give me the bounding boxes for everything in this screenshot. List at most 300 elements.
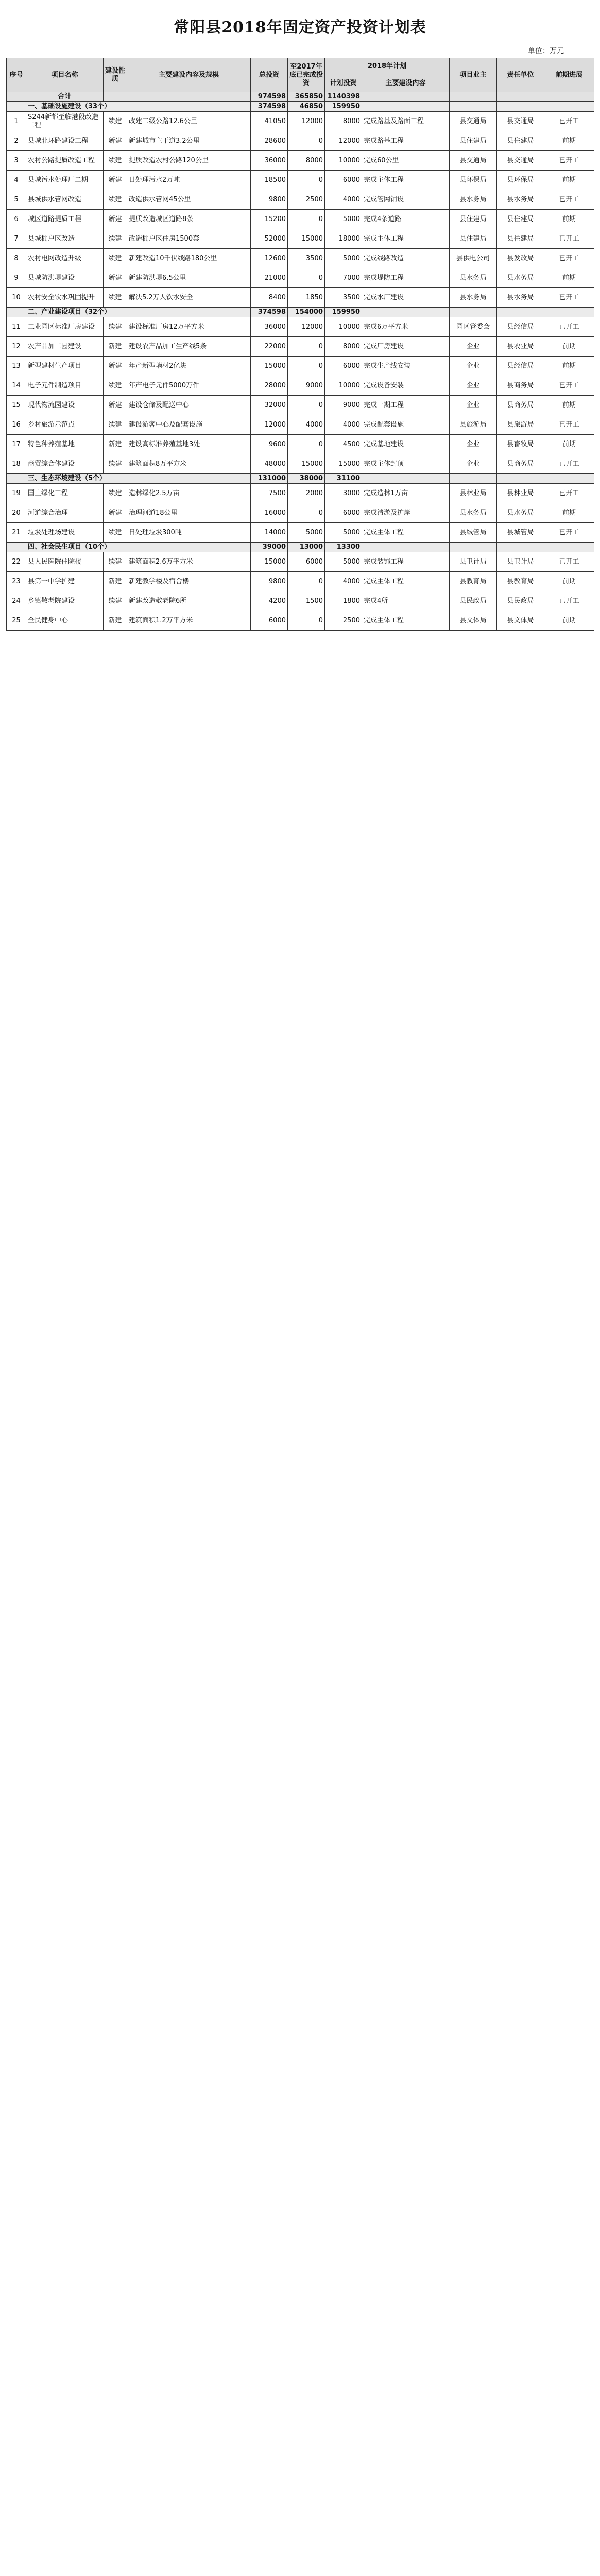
row-done: 1850 [288, 288, 325, 308]
row-lead: 县交通局 [497, 151, 544, 171]
row-stage: 已开工 [544, 288, 594, 308]
row-owner: 县交通局 [450, 112, 497, 131]
row-name: 乡镇敬老院建设 [26, 591, 104, 611]
row-nature: 新建 [104, 268, 127, 288]
row-plan: 12000 [325, 131, 362, 151]
row-done: 3500 [288, 249, 325, 268]
row-owner: 县供电公司 [450, 249, 497, 268]
row-lead: 县交通局 [497, 112, 544, 131]
row-done: 12000 [288, 112, 325, 131]
row-seq: 16 [7, 415, 26, 435]
header-seq: 序号 [7, 58, 26, 92]
row-owner: 企业 [450, 396, 497, 415]
row-content: 建设仓储及配送中心 [127, 396, 251, 415]
row-owner: 企业 [450, 435, 497, 454]
row-content: 日处理污水2万吨 [127, 171, 251, 190]
header-plan-content: 主要建设内容 [362, 75, 450, 92]
row-nature: 续建 [104, 229, 127, 249]
category-row [7, 308, 594, 317]
row-plan-content: 完成装饰工程 [362, 552, 450, 572]
row-lead: 县经信局 [497, 317, 544, 337]
row-plan: 4000 [325, 415, 362, 435]
table-row [7, 435, 594, 454]
row-stage: 前期 [544, 337, 594, 357]
row-lead: 县商务局 [497, 376, 544, 396]
category-done: 38000 [288, 474, 325, 484]
row-nature: 新建 [104, 396, 127, 415]
row-owner: 县林业局 [450, 484, 497, 503]
table-header [7, 58, 594, 92]
row-content: 治理河道18公里 [127, 503, 251, 523]
row-lead: 县林业局 [497, 484, 544, 503]
row-total: 16000 [251, 503, 288, 523]
row-owner: 县卫计局 [450, 552, 497, 572]
category-plan: 159950 [325, 102, 362, 112]
row-content: 改建二级公路12.6公里 [127, 112, 251, 131]
row-total: 15000 [251, 357, 288, 376]
row-done: 2000 [288, 484, 325, 503]
row-plan: 9000 [325, 396, 362, 415]
header-lead-unit: 责任单位 [497, 58, 544, 92]
row-owner: 县住建局 [450, 210, 497, 229]
row-seq: 13 [7, 357, 26, 376]
row-lead: 县商务局 [497, 454, 544, 474]
row-nature: 新建 [104, 210, 127, 229]
row-total: 48000 [251, 454, 288, 474]
table-row [7, 523, 594, 543]
row-nature: 续建 [104, 415, 127, 435]
row-lead: 县教育局 [497, 572, 544, 591]
row-stage: 已开工 [544, 229, 594, 249]
row-owner: 县民政局 [450, 591, 497, 611]
category-total: 131000 [251, 474, 288, 484]
header-nature: 建设性质 [104, 58, 127, 92]
row-name: 城区道路提质工程 [26, 210, 104, 229]
row-content: 建设游客中心及配套设施 [127, 415, 251, 435]
row-total: 36000 [251, 151, 288, 171]
row-seq: 12 [7, 337, 26, 357]
row-content: 新建城市主干道3.2公里 [127, 131, 251, 151]
row-owner: 县水务局 [450, 503, 497, 523]
row-nature: 续建 [104, 454, 127, 474]
total-done: 365850 [288, 92, 325, 102]
row-plan: 5000 [325, 210, 362, 229]
table-row [7, 210, 594, 229]
row-plan-content: 完成生产线安装 [362, 357, 450, 376]
row-stage: 前期 [544, 435, 594, 454]
row-lead: 县农业局 [497, 337, 544, 357]
header-stage: 前期进展 [544, 58, 594, 92]
row-done: 0 [288, 171, 325, 190]
row-stage: 已开工 [544, 376, 594, 396]
header-name: 项目名称 [26, 58, 104, 92]
investment-plan-table [6, 58, 594, 631]
row-total: 7500 [251, 484, 288, 503]
row-name: 全民健身中心 [26, 611, 104, 631]
row-plan: 5000 [325, 552, 362, 572]
row-plan: 6000 [325, 503, 362, 523]
row-content: 新建改造敬老院6所 [127, 591, 251, 611]
row-nature: 新建 [104, 337, 127, 357]
row-lead: 县水务局 [497, 190, 544, 210]
row-stage: 已开工 [544, 552, 594, 572]
row-name: 垃圾处理场建设 [26, 523, 104, 543]
row-lead: 县商务局 [497, 396, 544, 415]
row-name: 县城污水处理厂二期 [26, 171, 104, 190]
category-row [7, 543, 594, 552]
row-total: 32000 [251, 396, 288, 415]
row-plan: 10000 [325, 317, 362, 337]
row-done: 0 [288, 503, 325, 523]
total-label: 合计 [26, 92, 104, 102]
table-row [7, 591, 594, 611]
row-nature: 新建 [104, 435, 127, 454]
row-stage: 前期 [544, 171, 594, 190]
row-stage: 已开工 [544, 112, 594, 131]
row-content: 解决5.2万人饮水安全 [127, 288, 251, 308]
row-owner: 县教育局 [450, 572, 497, 591]
row-plan-content: 完成设备安装 [362, 376, 450, 396]
row-plan: 8000 [325, 337, 362, 357]
row-plan: 10000 [325, 151, 362, 171]
row-plan-content: 完成线路改造 [362, 249, 450, 268]
category-plan: 31100 [325, 474, 362, 484]
row-lead: 县城管局 [497, 523, 544, 543]
unit-label: 单位：万元 [528, 47, 564, 55]
row-owner: 园区管委会 [450, 317, 497, 337]
table-row [7, 190, 594, 210]
row-done: 9000 [288, 376, 325, 396]
row-seq: 21 [7, 523, 26, 543]
row-done: 6000 [288, 552, 325, 572]
row-content: 提质改造农村公路120公里 [127, 151, 251, 171]
header-plan-invest: 计划投资 [325, 75, 362, 92]
category-total: 374598 [251, 308, 288, 317]
row-plan-content: 完成6万平方米 [362, 317, 450, 337]
category-done: 46850 [288, 102, 325, 112]
row-done: 0 [288, 435, 325, 454]
row-lead: 县发改局 [497, 249, 544, 268]
row-seq: 20 [7, 503, 26, 523]
row-plan-content: 完成主体工程 [362, 523, 450, 543]
row-name: 商贸综合体建设 [26, 454, 104, 474]
row-stage: 前期 [544, 396, 594, 415]
row-lead: 县水务局 [497, 268, 544, 288]
table-row [7, 288, 594, 308]
header-unit-owner: 项目业主 [450, 58, 497, 92]
row-done: 1500 [288, 591, 325, 611]
row-content: 提质改造城区道路8条 [127, 210, 251, 229]
row-name: 县城棚户区改造 [26, 229, 104, 249]
total-plan: 1140398 [325, 92, 362, 102]
row-nature: 新建 [104, 503, 127, 523]
row-total: 12000 [251, 415, 288, 435]
category-done: 154000 [288, 308, 325, 317]
row-nature: 新建 [104, 171, 127, 190]
row-lead: 县住建局 [497, 229, 544, 249]
row-nature: 续建 [104, 151, 127, 171]
row-owner: 县住建局 [450, 229, 497, 249]
category-label: 三、生态环境建设（5个） [26, 474, 251, 484]
header-plan-group: 2018年计划 [325, 58, 450, 75]
row-plan: 4000 [325, 572, 362, 591]
row-content: 建筑面积8万平方米 [127, 454, 251, 474]
row-plan-content: 完成主体封顶 [362, 454, 450, 474]
row-total: 41050 [251, 112, 288, 131]
row-name: 河道综合治理 [26, 503, 104, 523]
row-owner: 县旅游局 [450, 415, 497, 435]
row-plan: 1800 [325, 591, 362, 611]
total-investment: 974598 [251, 92, 288, 102]
row-plan: 15000 [325, 454, 362, 474]
row-name: 县人民医院住院楼 [26, 552, 104, 572]
row-seq: 14 [7, 376, 26, 396]
row-name: 电子元件制造项目 [26, 376, 104, 396]
row-plan: 5000 [325, 523, 362, 543]
row-plan-content: 完成路基及路面工程 [362, 112, 450, 131]
row-stage: 前期 [544, 357, 594, 376]
row-nature: 新建 [104, 131, 127, 151]
table-row [7, 484, 594, 503]
row-owner: 企业 [450, 337, 497, 357]
category-done: 13000 [288, 543, 325, 552]
table-row [7, 112, 594, 131]
row-owner: 县住建局 [450, 131, 497, 151]
row-total: 14000 [251, 523, 288, 543]
row-plan: 3500 [325, 288, 362, 308]
table-body [7, 92, 594, 631]
row-done: 0 [288, 357, 325, 376]
row-stage: 已开工 [544, 484, 594, 503]
category-row [7, 474, 594, 484]
row-stage: 已开工 [544, 190, 594, 210]
row-stage: 已开工 [544, 249, 594, 268]
category-plan: 159950 [325, 308, 362, 317]
table-row [7, 268, 594, 288]
header-done-before: 至2017年底已完成投资 [288, 58, 325, 92]
row-done: 12000 [288, 317, 325, 337]
row-owner: 企业 [450, 454, 497, 474]
row-stage: 已开工 [544, 591, 594, 611]
row-seq: 18 [7, 454, 26, 474]
row-total: 6000 [251, 611, 288, 631]
row-total: 15000 [251, 552, 288, 572]
row-plan-content: 完成主体工程 [362, 572, 450, 591]
row-content: 新建教学楼及宿舍楼 [127, 572, 251, 591]
row-seq: 2 [7, 131, 26, 151]
row-plan-content: 完成路基工程 [362, 131, 450, 151]
row-stage: 前期 [544, 572, 594, 591]
row-plan: 2500 [325, 611, 362, 631]
row-name: 农村安全饮水巩固提升 [26, 288, 104, 308]
row-owner: 县水务局 [450, 190, 497, 210]
row-nature: 新建 [104, 611, 127, 631]
row-plan: 8000 [325, 112, 362, 131]
row-done: 8000 [288, 151, 325, 171]
row-plan-content: 完成主体工程 [362, 171, 450, 190]
row-content: 日处理垃圾300吨 [127, 523, 251, 543]
category-plan: 13300 [325, 543, 362, 552]
table-row [7, 396, 594, 415]
row-content: 年产新型墙材2亿块 [127, 357, 251, 376]
row-seq: 9 [7, 268, 26, 288]
row-lead: 县卫计局 [497, 552, 544, 572]
row-stage: 前期 [544, 503, 594, 523]
category-label: 二、产业建设项目（32个） [26, 308, 251, 317]
row-name: 新型建材生产项目 [26, 357, 104, 376]
row-plan-content: 完成主体工程 [362, 229, 450, 249]
row-owner: 县城管局 [450, 523, 497, 543]
row-done: 0 [288, 131, 325, 151]
table-row [7, 249, 594, 268]
row-total: 9800 [251, 190, 288, 210]
row-stage: 前期 [544, 210, 594, 229]
row-nature: 续建 [104, 484, 127, 503]
row-lead: 县住建局 [497, 210, 544, 229]
row-plan: 6000 [325, 171, 362, 190]
row-content: 年产电子元件5000万件 [127, 376, 251, 396]
row-owner: 县文体局 [450, 611, 497, 631]
row-content: 新建改造10千伏线路180公里 [127, 249, 251, 268]
row-nature: 新建 [104, 357, 127, 376]
row-name: 国土绿化工程 [26, 484, 104, 503]
row-plan-content: 完成管网铺设 [362, 190, 450, 210]
row-seq: 25 [7, 611, 26, 631]
table-row [7, 454, 594, 474]
row-seq: 17 [7, 435, 26, 454]
row-done: 0 [288, 611, 325, 631]
row-stage: 已开工 [544, 454, 594, 474]
row-plan: 4500 [325, 435, 362, 454]
row-stage: 前期 [544, 131, 594, 151]
row-nature: 续建 [104, 552, 127, 572]
row-seq: 22 [7, 552, 26, 572]
row-lead: 县文体局 [497, 611, 544, 631]
row-name: 县城供水管网改造 [26, 190, 104, 210]
row-nature: 续建 [104, 376, 127, 396]
row-stage: 已开工 [544, 151, 594, 171]
row-name: 特色种养殖基地 [26, 435, 104, 454]
table-row [7, 317, 594, 337]
row-total: 22000 [251, 337, 288, 357]
table-row [7, 376, 594, 396]
row-plan: 5000 [325, 249, 362, 268]
row-owner: 企业 [450, 357, 497, 376]
row-plan-content: 完成水厂建设 [362, 288, 450, 308]
row-name: 县城北环路建设工程 [26, 131, 104, 151]
row-seq: 1 [7, 112, 26, 131]
row-done: 15000 [288, 229, 325, 249]
row-content: 建设农产品加工生产线5条 [127, 337, 251, 357]
category-total: 39000 [251, 543, 288, 552]
table-row [7, 357, 594, 376]
row-nature: 续建 [104, 249, 127, 268]
category-label: 一、基础设施建设（33个） [26, 102, 251, 112]
row-name: 农产品加工园建设 [26, 337, 104, 357]
row-seq: 23 [7, 572, 26, 591]
table-row [7, 171, 594, 190]
row-stage: 已开工 [544, 415, 594, 435]
row-nature: 续建 [104, 288, 127, 308]
row-nature: 续建 [104, 523, 127, 543]
table-row [7, 337, 594, 357]
row-plan: 3000 [325, 484, 362, 503]
header-content: 主要建设内容及规模 [127, 58, 251, 92]
row-seq: 3 [7, 151, 26, 171]
row-seq: 5 [7, 190, 26, 210]
row-stage: 已开工 [544, 317, 594, 337]
row-content: 建设高标准养殖基地3处 [127, 435, 251, 454]
table-row [7, 552, 594, 572]
row-done: 0 [288, 210, 325, 229]
table-row [7, 503, 594, 523]
table-row [7, 611, 594, 631]
row-done: 0 [288, 396, 325, 415]
row-seq: 6 [7, 210, 26, 229]
row-plan: 10000 [325, 376, 362, 396]
row-plan-content: 完成基地建设 [362, 435, 450, 454]
row-total: 52000 [251, 229, 288, 249]
row-plan-content: 完成主体工程 [362, 611, 450, 631]
row-content: 建筑面积1.2万平方米 [127, 611, 251, 631]
row-total: 15200 [251, 210, 288, 229]
row-plan-content: 完成厂房建设 [362, 337, 450, 357]
row-done: 0 [288, 337, 325, 357]
row-seq: 7 [7, 229, 26, 249]
row-name: 农村电网改造升级 [26, 249, 104, 268]
row-nature: 新建 [104, 572, 127, 591]
table-row [7, 151, 594, 171]
table-row [7, 572, 594, 591]
category-row [7, 102, 594, 112]
row-seq: 10 [7, 288, 26, 308]
row-plan-content: 完成4所 [362, 591, 450, 611]
row-lead: 县水务局 [497, 288, 544, 308]
row-plan-content: 完成60公里 [362, 151, 450, 171]
row-total: 36000 [251, 317, 288, 337]
header-total-investment: 总投资 [251, 58, 288, 92]
row-owner: 县交通局 [450, 151, 497, 171]
row-name: 县第一中学扩建 [26, 572, 104, 591]
row-content: 建设标准厂房12万平方米 [127, 317, 251, 337]
row-content: 新建防洪堤6.5公里 [127, 268, 251, 288]
row-seq: 24 [7, 591, 26, 611]
row-lead: 县环保局 [497, 171, 544, 190]
row-done: 2500 [288, 190, 325, 210]
row-lead: 县民政局 [497, 591, 544, 611]
row-name: S244新都至临港段改造工程 [26, 112, 104, 131]
row-lead: 县住建局 [497, 131, 544, 151]
row-content: 造林绿化2.5万亩 [127, 484, 251, 503]
row-owner: 县水务局 [450, 268, 497, 288]
row-plan: 4000 [325, 190, 362, 210]
row-stage: 已开工 [544, 523, 594, 543]
row-total: 4200 [251, 591, 288, 611]
row-lead: 县水务局 [497, 503, 544, 523]
row-lead: 县旅游局 [497, 415, 544, 435]
row-total: 28600 [251, 131, 288, 151]
row-stage: 前期 [544, 268, 594, 288]
row-plan: 7000 [325, 268, 362, 288]
document-title: 常阳县2018年固定资产投资计划表 [174, 19, 426, 37]
row-total: 21000 [251, 268, 288, 288]
row-total: 8400 [251, 288, 288, 308]
row-owner: 县水务局 [450, 288, 497, 308]
row-total: 28000 [251, 376, 288, 396]
row-total: 18500 [251, 171, 288, 190]
row-done: 5000 [288, 523, 325, 543]
row-owner: 县环保局 [450, 171, 497, 190]
